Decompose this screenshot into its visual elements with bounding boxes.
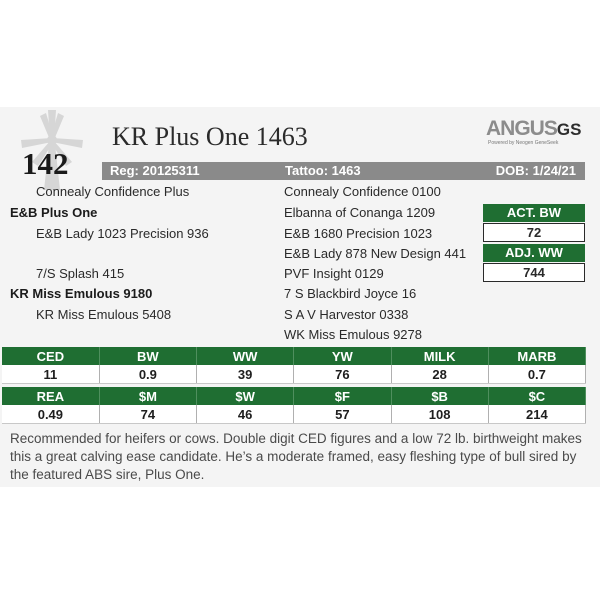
epd-header-cell: BW — [99, 347, 196, 365]
epd-value-cell: 76 — [294, 365, 391, 384]
logo-accent-text: GS — [556, 120, 582, 139]
epd-header-cell: MARB — [488, 347, 585, 365]
adjusted-ww-value: 744 — [483, 263, 585, 282]
angus-gs-logo — [486, 117, 582, 147]
epd-value-cell: 39 — [197, 365, 294, 384]
epd-table-indexes — [2, 387, 586, 424]
pedigree-ancestor: E&B 1680 Precision 1023 — [284, 226, 433, 241]
epd-header-row — [2, 387, 586, 405]
pedigree-ancestor: S A V Harvestor 0338 — [284, 307, 409, 322]
epd-table-production — [2, 347, 586, 384]
epd-value-cell: 0.49 — [2, 405, 99, 424]
animal-name: KR Plus One 1463 — [112, 122, 308, 151]
epd-header-cell: $B — [391, 387, 488, 405]
date-of-birth: DOB: 1/24/21 — [495, 163, 576, 178]
tattoo-number: Tattoo: 1463 — [285, 163, 361, 178]
pedigree-dam-sire: 7/S Splash 415 — [36, 266, 125, 281]
pedigree-ancestor: Elbanna of Conanga 1209 — [284, 205, 436, 220]
epd-value-row — [2, 405, 586, 424]
pedigree-ancestor: PVF Insight 0129 — [284, 266, 384, 281]
epd-value-cell: 57 — [294, 405, 391, 424]
epd-header-cell: YW — [294, 347, 391, 365]
pedigree-ancestor: Connealy Confidence 0100 — [284, 184, 441, 199]
epd-value-row — [2, 365, 586, 384]
pedigree-ancestor: E&B Lady 878 New Design 441 — [284, 246, 467, 261]
pedigree-ancestor: 7 S Blackbird Joyce 16 — [284, 286, 417, 301]
epd-header-cell: $F — [294, 387, 391, 405]
epd-header-cell: WW — [197, 347, 294, 365]
epd-value-cell: 214 — [488, 405, 585, 424]
epd-value-cell: 108 — [391, 405, 488, 424]
actual-bw-label: ACT. BW — [483, 204, 585, 222]
pedigree-dam-dam: KR Miss Emulous 5408 — [36, 307, 172, 322]
epd-header-cell: $C — [488, 387, 585, 405]
registration-number: Reg: 20125311 — [110, 163, 200, 178]
epd-value-cell: 11 — [2, 365, 99, 384]
epd-value-cell: 0.9 — [99, 365, 196, 384]
pedigree-ancestor: WK Miss Emulous 9278 — [284, 327, 422, 342]
animal-description: Recommended for heifers or cows. Double digit CED figures and a low 72 lb. birthweight makes this a great calving ease candidate. He’s a moderate framed, easy fleshing type of bull sired by the featured ABS sire, Plus One. — [10, 431, 582, 482]
epd-header-cell: $M — [99, 387, 196, 405]
epd-value-cell: 46 — [197, 405, 294, 424]
id-bar — [102, 162, 585, 180]
epd-header-row — [2, 347, 586, 365]
epd-value-cell: 0.7 — [488, 365, 585, 384]
logo-main-text: ANGUS — [486, 117, 557, 140]
logo-tagline: Powered by Neogen GeneSeek — [488, 140, 559, 146]
epd-value-cell: 74 — [99, 405, 196, 424]
epd-header-cell: MILK — [391, 347, 488, 365]
pedigree-sire-dam: E&B Lady 1023 Precision 936 — [36, 226, 209, 241]
epd-header-cell: REA — [2, 387, 99, 405]
epd-header-cell: CED — [2, 347, 99, 365]
adjusted-ww-label: ADJ. WW — [483, 244, 585, 262]
epd-header-cell: $W — [197, 387, 294, 405]
pedigree-dam: KR Miss Emulous 9180 — [10, 286, 153, 301]
pedigree-sire: E&B Plus One — [10, 205, 98, 220]
lot-number: 142 — [22, 146, 69, 181]
epd-value-cell: 28 — [391, 365, 488, 384]
pedigree-sire-sire: Connealy Confidence Plus — [36, 184, 190, 199]
actual-bw-value: 72 — [483, 223, 585, 242]
